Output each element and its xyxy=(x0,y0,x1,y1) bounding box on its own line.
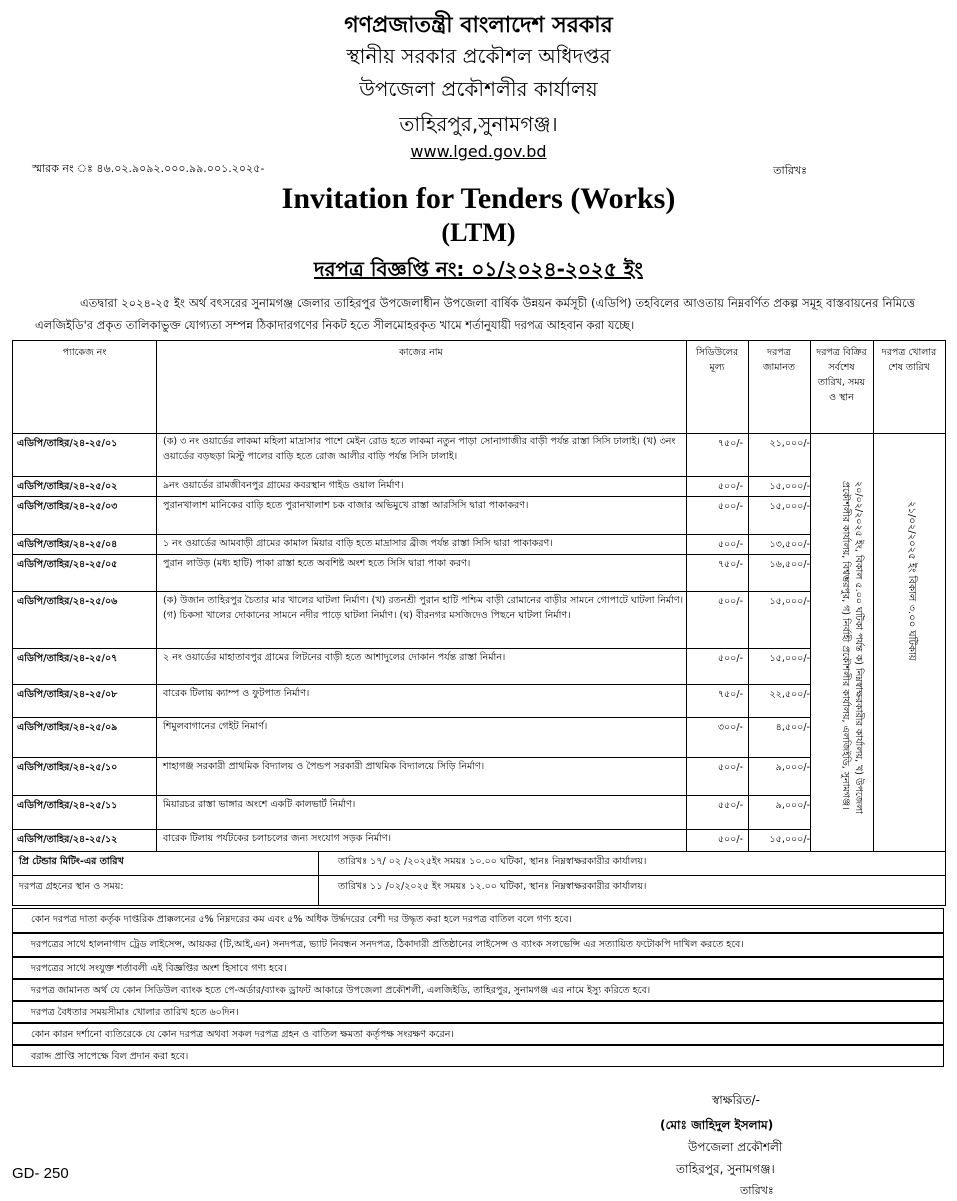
pre-tender-label: প্রি টেন্ডার মিটিং-এর তারিখ xyxy=(19,856,124,867)
date-label: তারিখঃ xyxy=(773,164,807,177)
header-package: প্যাকেজ নং xyxy=(62,347,107,358)
office-location: তাহিরপুর,সুনামগঞ্জ। xyxy=(399,112,558,136)
note-item: কোন দরপত্র দাতা কর্তৃক দাপ্তরিক প্রাক্কলনের ৫% নিম্নদরের কম এবং ৫% অধিক উর্দ্ধদরের বেশী দর উদ্ধৃত করা হলে দরপত্র বাতিল বলে গণ্য হবে। xyxy=(12,908,944,933)
footer-code: GD- 250 xyxy=(12,1165,69,1182)
signed-label: স্বাক্ষরিত/- xyxy=(712,1093,760,1107)
doc-subtitle: (LTM) xyxy=(441,218,516,247)
signatory-place: তাহিরপুর, সুনামগঞ্জ। xyxy=(676,1162,775,1176)
signature-date-label: তারিখঃ xyxy=(740,1184,774,1197)
header-price: সিডিউলের মূল্য xyxy=(695,347,739,373)
department-title: স্থানীয় সরকার প্রকৌশল অধিদপ্তর xyxy=(346,44,611,68)
intro-paragraph: এতদ্বারা ২০২৪-২৫ ইং অর্থ বৎসরের সুনামগঞ্জ জেলার তাহিরপুর উপজেলাধীন উপজেলা বার্ষিক উন্নয়ন কর্মসূচী (এডিপি) তহবিলের আওতায় নিম্নবর্ণিত প্রকল্প সমূহ বাস্তবায়নের নিমিত্তে এলজিইডি'র প্রকৃত তালিকাভুক্ত যোগ্যতা সম্পন্ন ঠিকাদারগণের নিকট হতে সীলমোহরকৃত খামে শর্তানুযায়ী দরপত্র আহবান করা যচ্ছে। xyxy=(35,296,915,332)
note-item: কোন কারন দর্শানো ব্যতিরেকে যে কোন দরপত্র অথবা সকল দরপত্র গ্রহন ও বাতিল ক্ষমতা কর্তৃপক্ষ সংরক্ষণ করেন। xyxy=(12,1023,944,1045)
signatory-name: (মোঃ জাহিদুল ইসলাম) xyxy=(660,1118,774,1132)
sale-info: ২০/০২/২০২৫ ইং, বিকাল ৫.০০ ঘটিকা পর্যন্ত ক) নিম্নস্বাক্ষরকারীর কার্যালয়, খ) উপজেলা প্রকৌশলীর কার্যালয়, বিশ্বম্ভরপুর, গ) নির্বাহী প্রকৌশলীর কার্যালয়, এলজিইডি, সুনামগঞ্জ। xyxy=(840,481,864,814)
receipt-label: দরপত্র গ্রহনের স্থান ও সময়: xyxy=(19,881,124,892)
note-item: দরপত্র বৈধতার সময়সীমাঃ খোলার তারিখ হতে ৬০দিন। xyxy=(12,1001,944,1023)
receipt-value: তারিখঃ ১১ /০২/২০২৫ ইং সময়ঃ ১২.০০ ঘটিকা, স্থানঃ নিম্নস্বাক্ষরকারীর কার্যালয়। xyxy=(338,881,647,892)
note-item: দরপত্রের সাথে হালনাগাদ ট্রেড লাইসেন্স, আয়কর (টি,আই,এন) সনদপত্র, ভ্যাট নিবন্ধন সনদপত্র, ঠিকাদারী প্রতিষ্ঠানের লাইসেন্স ও ব্যাংক সলভেন্সি এর সত্যায়িত ফটোকপি দাখিল করতে হবে। xyxy=(12,933,944,957)
note-item: বরাদ্দ প্রাপ্তি সাপেক্ষে বিল প্রদান করা হবে। xyxy=(12,1045,944,1067)
memo-number: স্মারক নং ঃ ৪৬.০২.৯০৯২.০০০.৯৯.০০১.২০২৫- xyxy=(32,162,265,175)
doc-title: Invitation for Tenders (Works) xyxy=(281,182,676,215)
note-item: দরপত্রের সাথে সংযুক্ত শর্তাবলী এই বিজ্ঞপ্তির অংশ হিসাবে গণ্য হবে। xyxy=(12,957,944,979)
note-item: দরপত্র জামানত অর্থ যে কোন সিডিউল ব্যাংক হতে পে-অর্ডার/ব্যাংক ড্রাফট আকারে উপজেলা প্রকৌশলী, এলজিইডি, তাহিরপুর, সুনামগঞ্জ এর নামে ইস্যু করিতে হবে। xyxy=(12,979,944,1001)
header-sale: দরপত্র বিক্রির সর্বশেষ তারিখ, সময় ও স্থান xyxy=(816,347,867,403)
pre-tender-value: তারিখঃ ১৭/ ০২ /২০২৫ইং সময়ঃ ১০.০০ ঘটিকা, স্থানঃ নিম্নস্বাক্ষরকারীর কার্যালয়। xyxy=(338,856,647,867)
header-work: কাজের নাম xyxy=(399,347,443,358)
govt-title: গণপ্রজাতন্ত্রী বাংলাদেশ সরকার xyxy=(344,13,613,38)
opening-info: ২১/০২/২০২৫ ইং বিকাল ৩.০০ ঘটিকায় xyxy=(906,501,917,661)
header-security: দরপত্র জামানত xyxy=(762,347,796,373)
signatory-designation: উপজেলা প্রকৌশলী xyxy=(688,1140,783,1154)
header-opening: দরপত্র খোলার শেষ তারিখ xyxy=(881,347,937,373)
notice-number: দরপত্র বিজ্ঞপ্তি নং: ০১/২০২৪-২০২৫ ইং xyxy=(314,257,643,281)
works-table: প্যাকেজ নং কাজের নাম সিডিউলের মূল্য দরপত্র জামানত দরপত্র বিক্রির সর্বশেষ তারিখ, সময় ও স্থান দরপত্র খোলার শেষ তারিখ এডিপি/তাহির/২৪-২৫/০১ (ক) ৩ নং ওয়ার্ডের লাকমা মহিলা মাদ্রাসার পাশে মেইন রোড হতে লাকমা নতুন পাড়া সোনাগাজীর বাড়ী পর্যন্ত রাস্তা সিসি ঢালাই। (খ) ৩নং ওয়ার্ডের বড়ছড়া মিস্টু পালের বাড়ি হতে রোজ আলীর বাড়ি পর্যন্ত সিসি ঢালাই। ৭৫০/- ২১,০০০/- এডিপি/তাহির/২৪-২৫/০২ ৯নং ওয়ার্ডের রামজীবনপুর গ্রামের কবরস্থান গাইড ওয়াল নির্মাণ। ৫০০/- ১৫,০০০/- এডিপি/তাহির/২৪-২৫/০৩ পুরানখালাশ মানিকের বাড়ি হতে পুরানখালাশ চক বাজার অভিমুখে রাস্তা আরসিসি দ্বারা পাকাকরণ। ৫০০/- ১৫,০০০/- এডিপি/তাহির/২৪-২৫/০৪ ১ নং ওয়ার্ডের আমবাড়ী গ্রামের কামাল মিয়ার বাড়ি হতে মাদ্রাসার ব্রীজ পর্যন্ত রাস্তা সিসি দ্বারা পাকাকরণ। ৫০০/- ১৩,৫০০/- এডিপি/তাহির/২৪-২৫/০৫ পুরান লাউড় (মধ্য হাটি) পাকা রাস্তা হতে অবশিষ্ট অংশ হতে সিসি দ্বারা পাকা করণ। ৭৫০/- ১৬,৫০০/- এডিপি/তাহির/২৪-২৫/০৬ (ক) উজান তাহিরপুর চৈতার মার খালের ঘাটলা নির্মাণ। (খ) রতনশ্রী পুরান হাটি পশ্চিম বাড়ী রোমানের বাড়ীর সামনে গোপাটে ঘাটলা নির্মাণ। (গ) চিকসা খালের দোকানের সামনে নদীর পাড়ে ঘাটলা নির্মাণ। (ঘ) বীরনগর মসজিদেও পিছনে ঘাটলা নির্মাণ। ৫০০/- ১৫,০০০/- এডিপি/তাহির/২৪-২৫/০৭ ২ নং ওয়ার্ডের মাহাতাবপুর গ্রামের লিটনের বাড়ী হতে আশাদুলের দোকান পর্যন্ত রাস্তা নির্মান। ৫০০/- ১৫,০০০/- এডিপি/তাহির/২৪-২৫/০৮ বারেক টিলায় ক্যাম্প ও ফুটপাত নির্মাণ। ৭৫০/- ২২,৫০০/- এডিপি/তাহির/২৪-২৫/০৯ শিমুলবাগানের গেইট নিমার্ণ। ৩০০/- ৪,৫০০/- এডিপি/তাহির/২৪-২৫/১০ শাহাগঞ্জ সরকারী প্রাথমিক বিদ্যালয় ও পৈন্ডপ সরকারী প্রাথমিক বিদ্যালয়ে সিড়ি নির্মাণ। ৫০০/- ৯,০০০/- এডিপি/তাহির/২৪-২৫/১১ মিয়ারচর রাস্তা ভাঙ্গার অংশে একটি কালভার্ট নির্মাণ। ৫৫০/- ৯,০০০/- এডিপি/তাহির/২৪-২৫/১২ বারেক টিলায় পর্যটকের চলাচলের জন্য সংযোগ সড়ক নির্মাণ। ৫০০/- ১৫,০০০/- ২০/০২/২০২৫ ইং, বিকাল ৫.০০ ঘটিকা পর্যন্ত ক) নিম্নস্বাক্ষরকারীর কার্যালয়, খ) উপজেলা প্রকৌশলীর কার্যালয়, বিশ্বম্ভরপুর, গ) নির্বাহী প্রকৌশলীর কার্যালয়, এলজিইডি, সুনামগঞ্জ। ২১/০২/২০২৫ ইং বিকাল ৩.০০ ঘটিকায় প্রি টেন্ডার মিটিং-এর তারিখ তারিখঃ ১৭/ ০২ /২০২৫ইং সময়ঃ ১০.০০ ঘটিকা, স্থানঃ নিম্নস্বাক্ষরকারীর কার্যালয়। দরপত্র গ্রহনের স্থান ও সময়: তারিখঃ ১১ /০২/২০২৫ ইং সময়ঃ ১২.০০ ঘটিকা, স্থানঃ নিম্নস্বাক্ষরকারীর কার্যালয়। xyxy=(12,340,946,906)
website-link[interactable]: www.lged.gov.bd xyxy=(410,142,547,161)
office-title: উপজেলা প্রকৌশলীর কার্যালয় xyxy=(359,77,598,101)
